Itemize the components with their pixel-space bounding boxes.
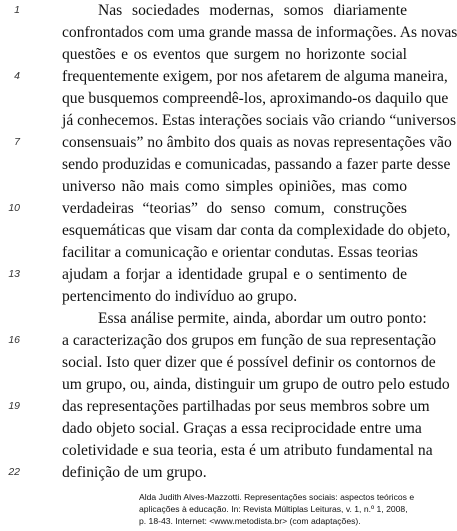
text-line: Nas sociedades modernas, somos diariamente: [98, 2, 407, 19]
text-line: universo não mais como simples opiniões, mas como: [62, 178, 407, 195]
text-line: confrontados com uma grande massa de informações. As novas: [62, 24, 457, 41]
line-number: 16: [8, 334, 20, 346]
line-number: 4: [14, 70, 20, 82]
text-line: esquemáticas que visam dar conta da complexidade do objeto,: [62, 222, 451, 239]
line-number: 1: [14, 4, 20, 16]
text-line: social. Isto quer dizer que é possível definir os contornos de: [62, 354, 436, 371]
text-line: das representações partilhadas por seus membros sobre um: [62, 398, 430, 415]
text-line: definição de um grupo.: [62, 464, 207, 481]
text-line: consensuais” no âmbito dos quais as novas representações vão: [62, 134, 452, 151]
text-line: ajudam a forjar a identidade grupal e o sentimento de: [62, 266, 407, 283]
line-number: 7: [14, 136, 20, 148]
text-line: facilitar a comunicação e orientar condutas. Essas teorias: [62, 244, 418, 261]
text-line: frequentemente exigem, por nos afetarem de alguma maneira,: [62, 68, 448, 85]
text-line: verdadeiras “teorias” do senso comum, construções: [62, 200, 407, 217]
line-number: 19: [8, 400, 20, 412]
source-citation-line: Alda Judith Alves-Mazzotti. Representações sociais: aspectos teóricos e: [139, 492, 415, 502]
text-line: sendo produzidas e comunicadas, passando a fazer parte desse: [62, 156, 451, 173]
text-line: a caracterização dos grupos em função de sua representação: [62, 332, 437, 349]
text-line: dado objeto social. Graças a essa reciprocidade entre uma: [62, 420, 422, 437]
text-line: já conhecemos. Estas interações sociais vão criando “universos: [62, 112, 457, 129]
source-citation-line: aplicações à educação. In: Revista Múltiplas Leituras, v. 1, n.º 1, 2008,: [139, 504, 408, 514]
text-line: coletividade e sua teoria, esta é um atributo fundamental na: [62, 442, 433, 459]
text-line: pertencimento do indivíduo ao grupo.: [62, 288, 298, 305]
text-line: Essa análise permite, ainda, abordar um outro ponto:: [98, 310, 427, 327]
text-line: questões e os eventos que surgem no horizonte social: [62, 46, 407, 63]
source-citation-line: p. 18-43. Internet: <www.metodista.br> (com adaptações).: [139, 516, 361, 526]
text-line: que busquemos compreendê-los, aproximando-os daquilo que: [62, 90, 449, 107]
line-number: 13: [8, 268, 20, 280]
line-number: 22: [8, 466, 20, 478]
text-line: um grupo, ou, ainda, distinguir um grupo de outro pelo estudo: [62, 376, 450, 393]
line-number: 10: [8, 202, 20, 214]
